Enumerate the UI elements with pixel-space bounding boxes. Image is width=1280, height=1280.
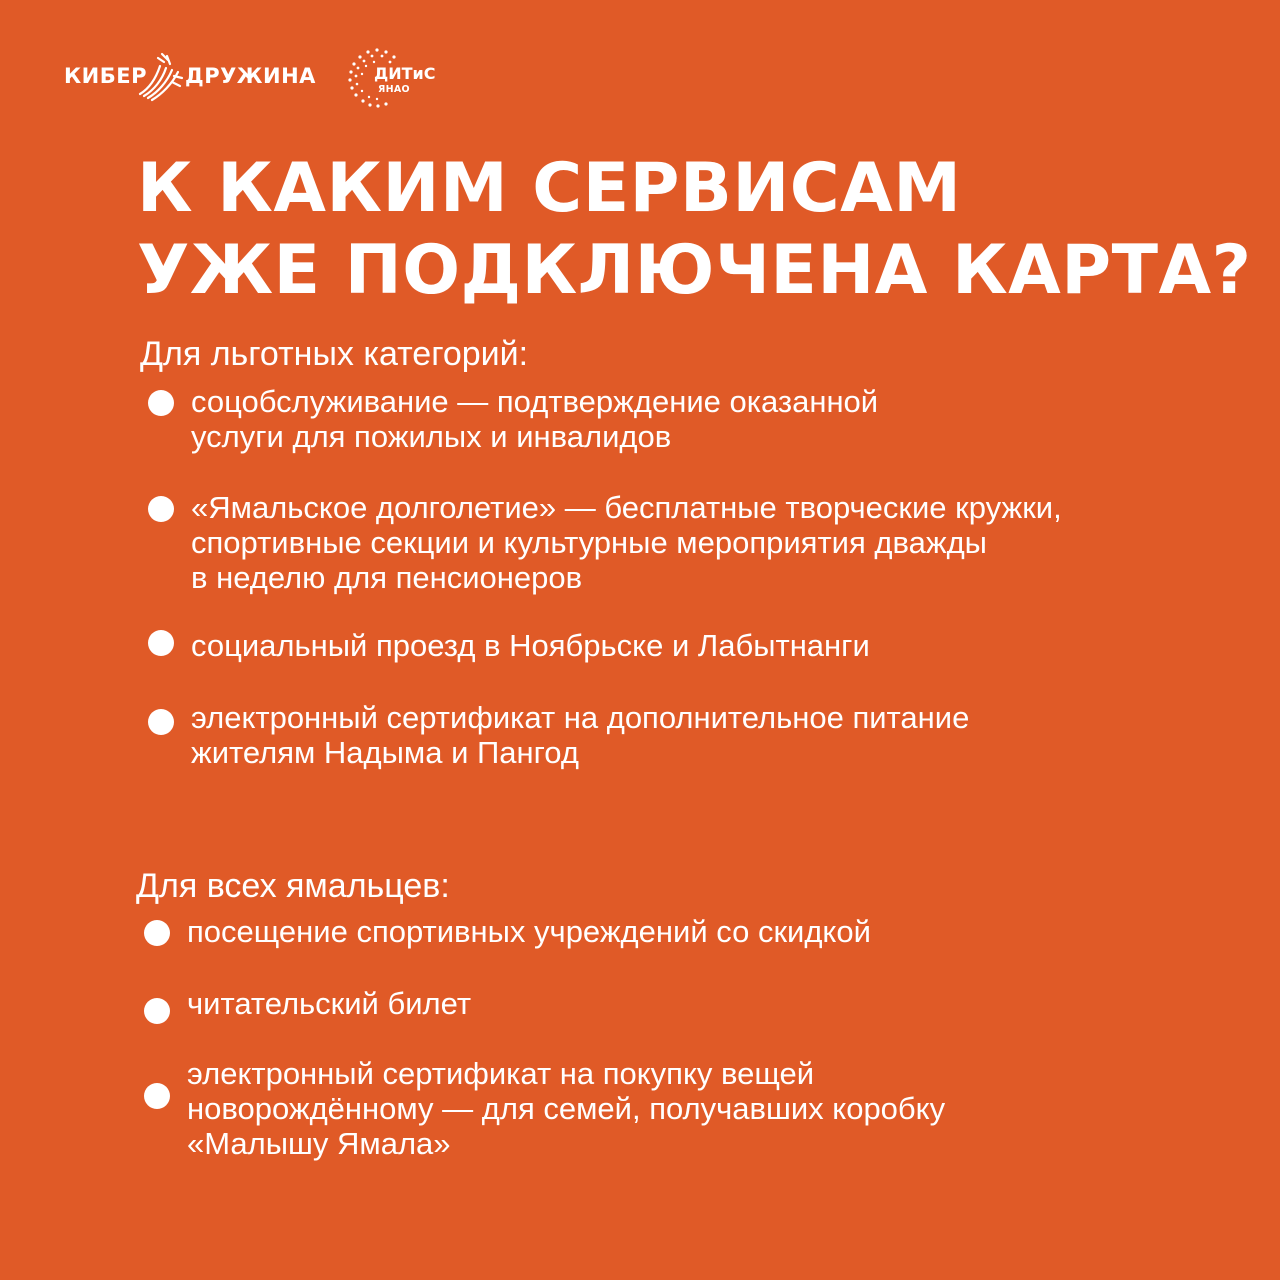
logo-ditis-word: ДИТиС	[374, 64, 436, 83]
list-item-text: соцобслуживание — подтверждение оказанной услуги для пожилых и инвалидов	[191, 384, 879, 454]
logo-bar	[64, 42, 464, 114]
section-heading-benefits: Для льготных категорий:	[140, 335, 529, 373]
page-title	[137, 148, 1257, 312]
kiber-wave-icon	[134, 48, 186, 104]
list-item-text: электронный сертификат на покупку вещей новорождённому — для семей, получавших коробку «Малышу Ямала»	[187, 1056, 946, 1161]
bullet-icon	[148, 390, 174, 416]
logo-druzhina-word: ДРУЖИНА	[185, 64, 316, 88]
title-line: УЖЕ ПОДКЛЮЧЕНА КАРТА?	[137, 231, 1252, 310]
list-item-text: социальный проезд в Ноябрьске и Лабытнанги	[191, 628, 870, 663]
list-item-text: читательский билет	[187, 986, 472, 1021]
list-item-text: «Ямальское долголетие» — бесплатные творческие кружки, спортивные секции и культурные мероприятия дважды в неделю для пенсионеров	[191, 490, 1062, 595]
section-heading-all-residents: Для всех ямальцев:	[136, 867, 450, 905]
list-item-text: посещение спортивных учреждений со скидкой	[187, 914, 871, 949]
bullet-icon	[144, 998, 170, 1024]
kiber-druzhina-logo	[64, 60, 316, 100]
bullet-icon	[144, 920, 170, 946]
bullet-icon	[144, 1083, 170, 1109]
title-line: К КАКИМ СЕРВИСАМ	[137, 149, 962, 228]
bullet-icon	[148, 709, 174, 735]
ditis-yanao-logo	[344, 42, 464, 114]
logo-yanao-word: ЯНАО	[378, 84, 410, 95]
list-item-text: электронный сертификат на дополнительное питание жителям Надыма и Пангод	[191, 700, 970, 770]
bullet-icon	[148, 496, 174, 522]
logo-kiber-word: КИБЕР	[64, 64, 147, 88]
bullet-icon	[148, 630, 174, 656]
